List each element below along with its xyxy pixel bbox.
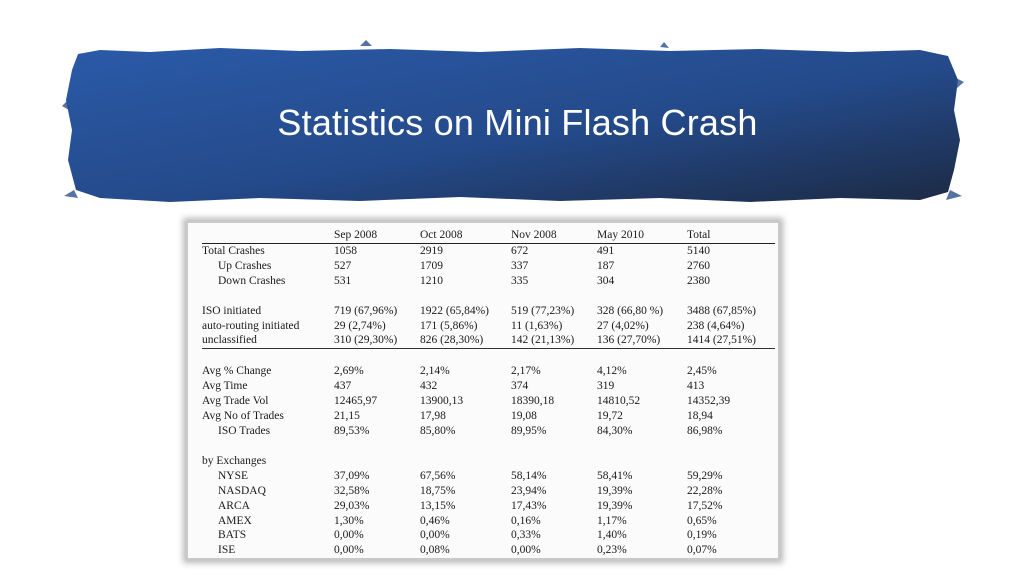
cell: 0,46%: [420, 514, 450, 527]
cell: 328 (66,80 %): [597, 304, 664, 317]
table-row: [202, 259, 775, 274]
row-label: AMEX: [218, 514, 252, 527]
row-label: NASDAQ: [218, 484, 266, 497]
row-label: BATS: [218, 529, 247, 542]
row-label: Down Crashes: [218, 274, 286, 287]
cell: 0,19%: [687, 529, 717, 542]
cell: 32,58%: [334, 484, 370, 497]
cell: 12465,97: [334, 395, 378, 408]
cell: 85,80%: [420, 424, 456, 437]
cell: 22,28%: [687, 484, 723, 497]
column-header: May 2010: [597, 228, 687, 243]
table-row: [202, 319, 775, 334]
cell: 719 (67,96%): [334, 304, 398, 317]
cell: 1922 (65,84%): [420, 304, 489, 317]
cell: 58,14%: [511, 469, 547, 482]
cell: 18390,18: [511, 395, 555, 408]
cell: 310 (29,30%): [334, 333, 420, 348]
column-header: [202, 228, 334, 243]
cell: 0,23%: [597, 544, 627, 557]
table-row: [202, 409, 775, 424]
cell: 1058: [334, 244, 357, 257]
cell: 2,69%: [334, 365, 364, 378]
cell: 0,07%: [687, 544, 717, 557]
cell: 17,98: [420, 410, 446, 423]
cell: 2,17%: [511, 365, 541, 378]
table-row: [202, 499, 775, 514]
cell: 1,30%: [334, 514, 364, 527]
cell: 19,39%: [597, 499, 633, 512]
cell: 0,00%: [334, 529, 364, 542]
cell: 58,41%: [597, 469, 633, 482]
cell: 0,00%: [334, 544, 364, 557]
table-row: [202, 394, 775, 409]
table-row: [202, 484, 775, 499]
column-header: Oct 2008: [420, 228, 511, 243]
cell: 29 (2,74%): [334, 319, 386, 332]
row-label: ISE: [218, 544, 236, 557]
cell: 0,33%: [511, 529, 541, 542]
cell: 27 (4,02%): [597, 319, 649, 332]
cell: 413: [687, 380, 705, 393]
statistics-table-image: [186, 221, 780, 560]
cell: 0,00%: [511, 544, 541, 557]
cell: 304: [597, 274, 615, 287]
cell: 86,98%: [687, 424, 723, 437]
row-label: ARCA: [218, 499, 250, 512]
cell: 67,56%: [420, 469, 456, 482]
cell: 17,43%: [511, 499, 547, 512]
cell: 21,15: [334, 410, 360, 423]
cell: 187: [597, 259, 615, 272]
spacer-row: [202, 349, 775, 365]
table-header-row: [202, 228, 775, 243]
row-label: NYSE: [218, 469, 249, 482]
row-label: auto-routing initiated: [202, 319, 300, 332]
spacer-row: [202, 289, 775, 304]
cell: 84,30%: [597, 424, 633, 437]
cell: 335: [511, 274, 529, 287]
section-label: by Exchanges: [202, 454, 267, 467]
table-row: [202, 543, 775, 558]
cell: 5140: [687, 244, 710, 257]
cell: 0,16%: [511, 514, 541, 527]
cell: 337: [511, 259, 529, 272]
title-banner: [60, 40, 965, 210]
cell: 319: [597, 380, 615, 393]
cell: 491: [597, 244, 615, 257]
table-row: [202, 243, 775, 258]
cell: 0,08%: [420, 544, 450, 557]
cell: 2,45%: [687, 365, 717, 378]
cell: 437: [334, 380, 352, 393]
cell: 826 (28,30%): [420, 333, 511, 348]
table-row: [202, 364, 775, 379]
cell: 89,53%: [334, 424, 370, 437]
table-row: [202, 304, 775, 319]
cell: 374: [511, 380, 529, 393]
cell: 1414 (27,51%): [687, 333, 775, 348]
cell: 527: [334, 259, 352, 272]
statistics-table: [202, 228, 775, 558]
cell: 0,00%: [420, 529, 450, 542]
cell: 519 (77,23%): [511, 304, 575, 317]
cell: 89,95%: [511, 424, 547, 437]
table-row: [202, 333, 775, 348]
cell: 13900,13: [420, 395, 464, 408]
row-label: Avg % Change: [202, 365, 272, 378]
slide-title: Statistics on Mini Flash Crash: [277, 102, 758, 143]
cell: 19,39%: [597, 484, 633, 497]
cell: 11 (1,63%): [511, 319, 563, 332]
cell: 136 (27,70%): [597, 333, 687, 348]
cell: 4,12%: [597, 365, 627, 378]
cell: 18,75%: [420, 484, 456, 497]
cell: 2,14%: [420, 365, 450, 378]
cell: 37,09%: [334, 469, 370, 482]
row-label: ISO Trades: [218, 424, 271, 437]
row-label: ISO initiated: [202, 304, 262, 317]
cell: 2919: [420, 244, 443, 257]
row-label: Avg Time: [202, 380, 248, 393]
cell: 18,94: [687, 410, 713, 423]
cell: 2760: [687, 259, 710, 272]
row-label: unclassified: [202, 333, 334, 348]
cell: 1,17%: [597, 514, 627, 527]
cell: 1709: [420, 259, 443, 272]
column-header: Total: [687, 228, 775, 243]
cell: 432: [420, 380, 438, 393]
cell: 171 (5,86%): [420, 319, 478, 332]
cell: 19,08: [511, 410, 537, 423]
cell: 0,65%: [687, 514, 717, 527]
row-label: Avg Trade Vol: [202, 395, 269, 408]
cell: 17,52%: [687, 499, 723, 512]
cell: 23,94%: [511, 484, 547, 497]
table-row: [202, 379, 775, 394]
row-label: Up Crashes: [218, 259, 272, 272]
row-label: Avg No of Trades: [202, 410, 284, 423]
table-row: [202, 514, 775, 529]
cell: 2380: [687, 274, 710, 287]
cell: 59,29%: [687, 469, 723, 482]
cell: 238 (4,64%): [687, 319, 745, 332]
table-row: [202, 274, 775, 289]
table-row: [202, 469, 775, 484]
column-header: Sep 2008: [334, 228, 420, 243]
spacer-row: [202, 439, 775, 454]
cell: 142 (21,13%): [511, 333, 597, 348]
cell: 14810,52: [597, 395, 641, 408]
cell: 531: [334, 274, 352, 287]
row-label: Total Crashes: [202, 244, 265, 257]
column-header: Nov 2008: [511, 228, 597, 243]
cell: 3488 (67,85%): [687, 304, 756, 317]
cell: 29,03%: [334, 499, 370, 512]
table-row: [202, 528, 775, 543]
cell: 19,72: [597, 410, 623, 423]
cell: 13,15%: [420, 499, 456, 512]
cell: 672: [511, 244, 529, 257]
table-row: [202, 424, 775, 439]
cell: 14352,39: [687, 395, 731, 408]
cell: 1210: [420, 274, 443, 287]
table-row: [202, 454, 775, 469]
cell: 1,40%: [597, 529, 627, 542]
